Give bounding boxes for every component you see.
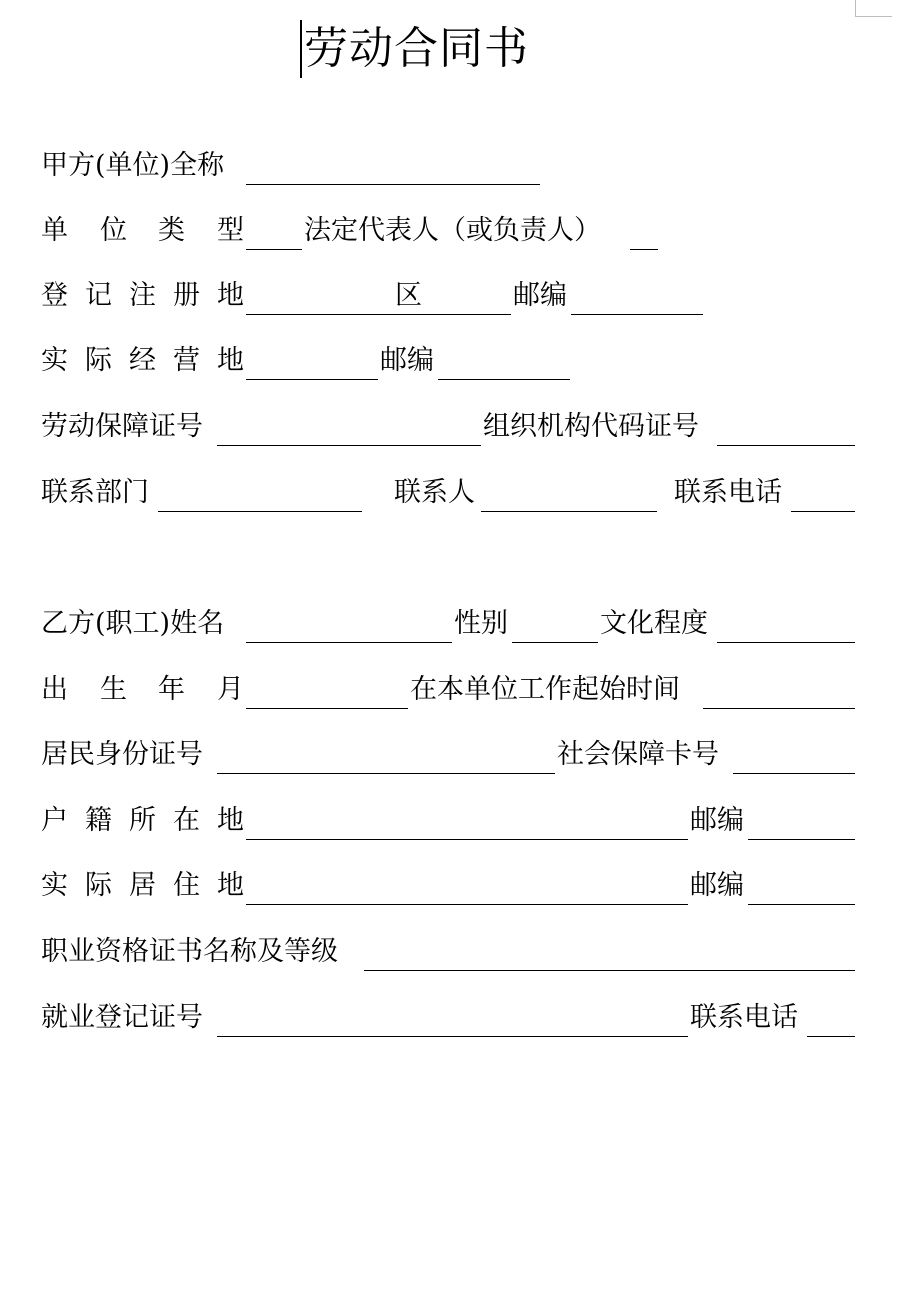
- registered-addr-char: 地: [217, 280, 244, 311]
- actual-addr-blank[interactable]: [246, 379, 378, 380]
- unit-type-char: 位: [100, 215, 127, 246]
- labor-security-no-blank[interactable]: [217, 445, 481, 446]
- actual-postcode-blank[interactable]: [438, 379, 570, 380]
- page-corner-mark: [855, 0, 892, 17]
- party-a-name-label: 甲方(单位)全称: [41, 150, 225, 181]
- social-card-blank[interactable]: [733, 773, 855, 774]
- document-title: 劳动合同书: [304, 23, 529, 74]
- unit-type-row: [41, 215, 861, 247]
- party-b-phone-label: 联系电话: [690, 1002, 798, 1033]
- labor-security-row: [41, 411, 861, 443]
- contact-row: [41, 477, 861, 509]
- employment-reg-label: 就业登记证号: [41, 1002, 203, 1033]
- legal-rep-blank[interactable]: [630, 249, 658, 250]
- start-time-blank[interactable]: [703, 708, 855, 709]
- party-a-name-blank[interactable]: [246, 184, 540, 185]
- household-char: 户: [41, 805, 68, 836]
- registered-addr-blank[interactable]: [246, 314, 511, 315]
- birth-char: 出: [41, 674, 68, 705]
- text-cursor: [300, 20, 302, 78]
- contact-phone-blank[interactable]: [791, 511, 855, 512]
- education-blank[interactable]: [717, 642, 855, 643]
- social-card-label: 社会保障卡号: [557, 739, 719, 770]
- registered-addr-char: 册: [173, 280, 200, 311]
- residence-char: 实: [41, 870, 68, 901]
- actual-addr-char: 地: [217, 345, 244, 376]
- labor-security-no-label: 劳动保障证号: [41, 411, 203, 442]
- household-char: 籍: [85, 805, 112, 836]
- unit-type-char: 单: [41, 215, 68, 246]
- residence-postcode-label: 邮编: [690, 870, 744, 901]
- employment-reg-blank[interactable]: [217, 1036, 688, 1037]
- unit-type-char: 类: [158, 215, 185, 246]
- household-char: 所: [129, 805, 156, 836]
- actual-addr-char: 际: [85, 345, 112, 376]
- registered-postcode-blank[interactable]: [571, 314, 703, 315]
- household-char: 在: [173, 805, 200, 836]
- org-code-blank[interactable]: [717, 445, 855, 446]
- id-no-label: 居民身份证号: [41, 739, 203, 770]
- registered-address-row: [41, 280, 861, 312]
- legal-rep-label: 法定代表人（或负责人）: [304, 215, 601, 246]
- actual-postcode-label: 邮编: [380, 345, 434, 376]
- registered-addr-char: 注: [129, 280, 156, 311]
- birth-blank[interactable]: [246, 708, 408, 709]
- household-blank[interactable]: [246, 839, 688, 840]
- birth-char: 月: [217, 674, 244, 705]
- party-b-phone-blank[interactable]: [807, 1036, 855, 1037]
- actual-addr-char: 营: [173, 345, 200, 376]
- party-b-name-blank[interactable]: [246, 642, 452, 643]
- registered-addr-char: 登: [41, 280, 68, 311]
- contact-person-label: 联系人: [394, 477, 475, 508]
- party-b-name-label: 乙方(职工)姓名: [41, 608, 225, 639]
- contact-dept-blank[interactable]: [158, 511, 362, 512]
- contact-dept-label: 联系部门: [41, 477, 149, 508]
- district-label: 区: [395, 280, 422, 311]
- qualification-blank[interactable]: [364, 970, 855, 971]
- residence-postcode-blank[interactable]: [748, 904, 855, 905]
- employment-reg-row: [41, 1002, 861, 1034]
- household-postcode-label: 邮编: [690, 805, 744, 836]
- residence-char: 际: [85, 870, 112, 901]
- gender-label: 性别: [454, 608, 508, 639]
- qualification-label: 职业资格证书名称及等级: [41, 936, 338, 967]
- education-label: 文化程度: [600, 608, 708, 639]
- birth-row: [41, 674, 861, 706]
- actual-addr-char: 实: [41, 345, 68, 376]
- residence-char: 住: [173, 870, 200, 901]
- qualification-row: [41, 936, 861, 968]
- birth-char: 年: [158, 674, 185, 705]
- residence-char: 居: [129, 870, 156, 901]
- contact-person-blank[interactable]: [481, 511, 657, 512]
- birth-char: 生: [100, 674, 127, 705]
- contact-phone-label: 联系电话: [674, 477, 782, 508]
- actual-addr-char: 经: [129, 345, 156, 376]
- party-b-name-row: [41, 608, 861, 640]
- household-row: [41, 805, 861, 837]
- org-code-label: 组织机构代码证号: [483, 411, 699, 442]
- actual-address-row: [41, 345, 861, 377]
- id-no-blank[interactable]: [217, 773, 555, 774]
- unit-type-blank[interactable]: [246, 249, 302, 250]
- party-a-name-row: [41, 150, 861, 182]
- start-time-label: 在本单位工作起始时间: [410, 674, 680, 705]
- residence-row: [41, 870, 861, 902]
- registered-postcode-label: 邮编: [513, 280, 567, 311]
- residence-blank[interactable]: [246, 904, 688, 905]
- household-postcode-blank[interactable]: [748, 839, 855, 840]
- registered-addr-char: 记: [85, 280, 112, 311]
- residence-char: 地: [217, 870, 244, 901]
- gender-blank[interactable]: [512, 642, 598, 643]
- unit-type-char: 型: [217, 215, 244, 246]
- id-row: [41, 739, 861, 771]
- household-char: 地: [217, 805, 244, 836]
